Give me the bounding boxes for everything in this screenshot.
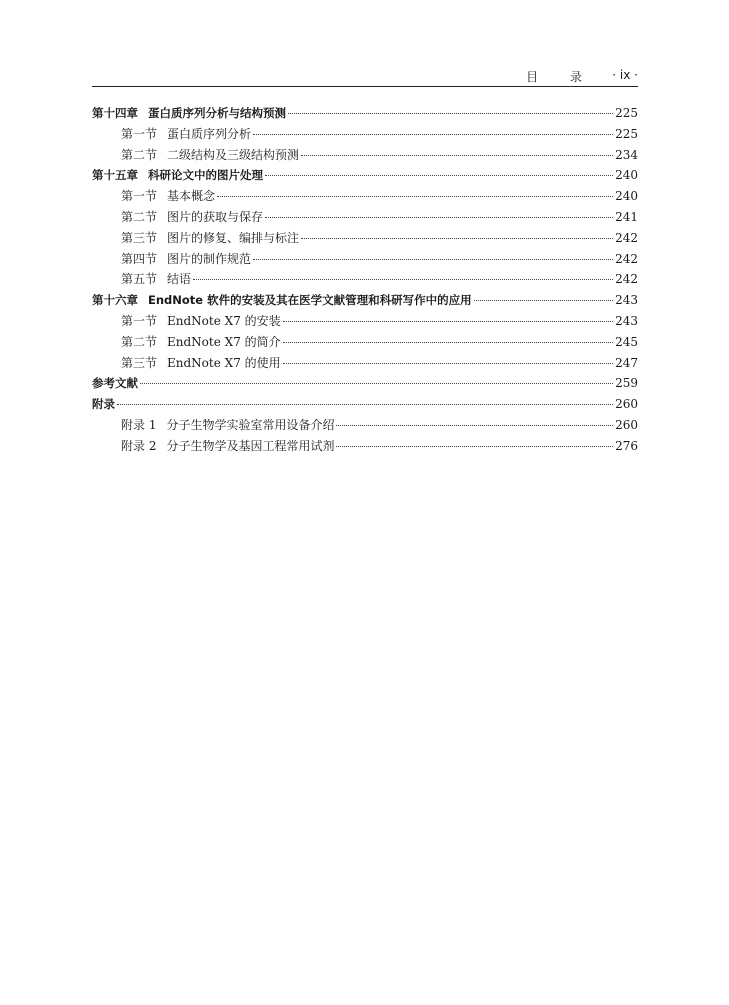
toc-entry-title	[121, 145, 299, 166]
toc-chapter-entry[interactable]	[92, 290, 638, 311]
toc-entry-text: 参考文献	[92, 376, 138, 391]
toc-section-entry[interactable]	[92, 207, 638, 228]
dot-leader	[288, 112, 613, 114]
toc-entry-text: 分子生物学及基因工程常用试剂	[166, 438, 335, 453]
dot-leader	[193, 278, 613, 280]
toc-entry-number: 第十四章	[92, 106, 138, 120]
toc-page-number: 247	[615, 355, 638, 370]
toc-entry-title	[121, 124, 251, 145]
toc-page-number: 245	[615, 334, 638, 349]
toc-section-entry[interactable]	[92, 311, 638, 332]
toc-entry-title	[121, 311, 281, 332]
header-page-number: · ix ·	[612, 68, 638, 82]
dot-leader	[283, 341, 613, 343]
toc-entry-number: 第十五章	[92, 168, 138, 183]
toc-entry-title	[121, 228, 299, 249]
toc-entry-title	[121, 332, 281, 353]
toc-entry-number: 第五节	[121, 272, 158, 287]
toc-entry-title	[92, 103, 286, 124]
toc-entry-text: EndNote 软件的安装及其在医学文献管理和科研写作中的应用	[148, 293, 472, 308]
toc-section-entry[interactable]	[92, 436, 638, 457]
toc-entry-text: 蛋白质序列分析	[167, 126, 252, 141]
dot-leader	[283, 320, 613, 322]
toc-entry-title	[121, 353, 281, 374]
toc-entry-number: 第二节	[121, 209, 158, 224]
toc-section-entry[interactable]	[92, 186, 638, 207]
toc-page-number: 259	[615, 376, 638, 391]
toc-entry-number: 附录 1	[121, 417, 157, 432]
dot-leader	[253, 258, 613, 260]
dot-leader	[117, 403, 613, 405]
toc-entry-title	[121, 415, 334, 436]
toc-section-entry[interactable]	[92, 249, 638, 270]
toc-page-number: 225	[615, 126, 638, 141]
table-of-contents	[92, 103, 638, 457]
toc-entry-title	[121, 186, 215, 207]
toc-entry-text: 结语	[167, 272, 192, 287]
toc-entry-title	[121, 207, 263, 228]
toc-entry-title	[121, 436, 334, 457]
toc-page-number: 240	[615, 168, 638, 183]
toc-entry-text: 图片的制作规范	[167, 251, 252, 266]
toc-entry-title	[92, 165, 263, 186]
toc-entry-number: 第三节	[121, 355, 158, 370]
toc-entry-number: 第一节	[121, 313, 158, 328]
toc-chapter-entry[interactable]	[92, 394, 638, 415]
toc-entry-text: EndNote Ⅹ7 的使用	[167, 355, 281, 370]
toc-section-entry[interactable]	[92, 145, 638, 166]
dot-leader	[265, 216, 613, 218]
toc-page-number: 241	[615, 209, 638, 224]
toc-entry-text: EndNote Ⅹ7 的简介	[167, 334, 281, 349]
toc-entry-number: 第二节	[121, 147, 158, 162]
toc-chapter-entry[interactable]	[92, 103, 638, 124]
toc-page-number: 243	[615, 293, 638, 308]
toc-entry-title	[92, 394, 115, 415]
toc-page-number: 260	[615, 417, 638, 432]
dot-leader	[301, 154, 613, 156]
header-title: 目 录	[526, 70, 596, 84]
dot-leader	[336, 424, 613, 426]
toc-page-number: 242	[615, 230, 638, 245]
toc-page-number: 260	[615, 397, 638, 412]
toc-section-entry[interactable]	[92, 124, 638, 145]
toc-page-number: 276	[615, 438, 638, 453]
toc-page-number: 234	[615, 147, 638, 162]
dot-leader	[253, 133, 613, 135]
toc-entry-title	[92, 373, 138, 394]
toc-chapter-entry[interactable]	[92, 165, 638, 186]
toc-entry-title	[92, 290, 472, 311]
toc-chapter-entry[interactable]	[92, 373, 638, 394]
dot-leader	[301, 237, 613, 239]
toc-entry-number: 第十六章	[92, 293, 138, 308]
toc-entry-text: 分子生物学实验室常用设备介绍	[166, 417, 335, 432]
toc-entry-number: 第二节	[121, 334, 158, 349]
toc-entry-title	[121, 269, 191, 290]
toc-entry-text: 二级结构及三级结构预测	[167, 147, 300, 162]
toc-entry-title	[121, 249, 251, 270]
running-header	[92, 66, 638, 87]
toc-page-number: 242	[615, 272, 638, 287]
dot-leader	[265, 174, 613, 176]
toc-entry-text: 科研论文中的图片处理	[148, 168, 263, 183]
toc-section-entry[interactable]	[92, 269, 638, 290]
toc-page-number: 240	[615, 189, 638, 204]
toc-page-number: 225	[615, 106, 638, 120]
dot-leader	[474, 299, 613, 301]
toc-entry-number: 第四节	[121, 251, 158, 266]
dot-leader	[217, 195, 613, 197]
toc-entry-text: 附录	[92, 397, 115, 412]
dot-leader	[336, 445, 613, 447]
toc-entry-text: 图片的获取与保存	[167, 209, 264, 224]
toc-page-number: 243	[615, 313, 638, 328]
toc-entry-text: 基本概念	[167, 189, 216, 204]
toc-entry-number: 第一节	[121, 189, 158, 204]
dot-leader	[140, 382, 613, 384]
toc-entry-number: 第一节	[121, 126, 158, 141]
toc-entry-number: 附录 2	[121, 438, 157, 453]
toc-page-number: 242	[615, 251, 638, 266]
dot-leader	[283, 362, 613, 364]
toc-entry-number: 第三节	[121, 230, 158, 245]
toc-entry-text: EndNote Ⅹ7 的安装	[167, 313, 281, 328]
toc-entry-text: 蛋白质序列分析与结构预测	[148, 106, 286, 120]
toc-entry-text: 图片的修复、编排与标注	[167, 230, 300, 245]
toc-section-entry[interactable]	[92, 353, 638, 374]
toc-section-entry[interactable]	[92, 415, 638, 436]
toc-section-entry[interactable]	[92, 332, 638, 353]
toc-section-entry[interactable]	[92, 228, 638, 249]
